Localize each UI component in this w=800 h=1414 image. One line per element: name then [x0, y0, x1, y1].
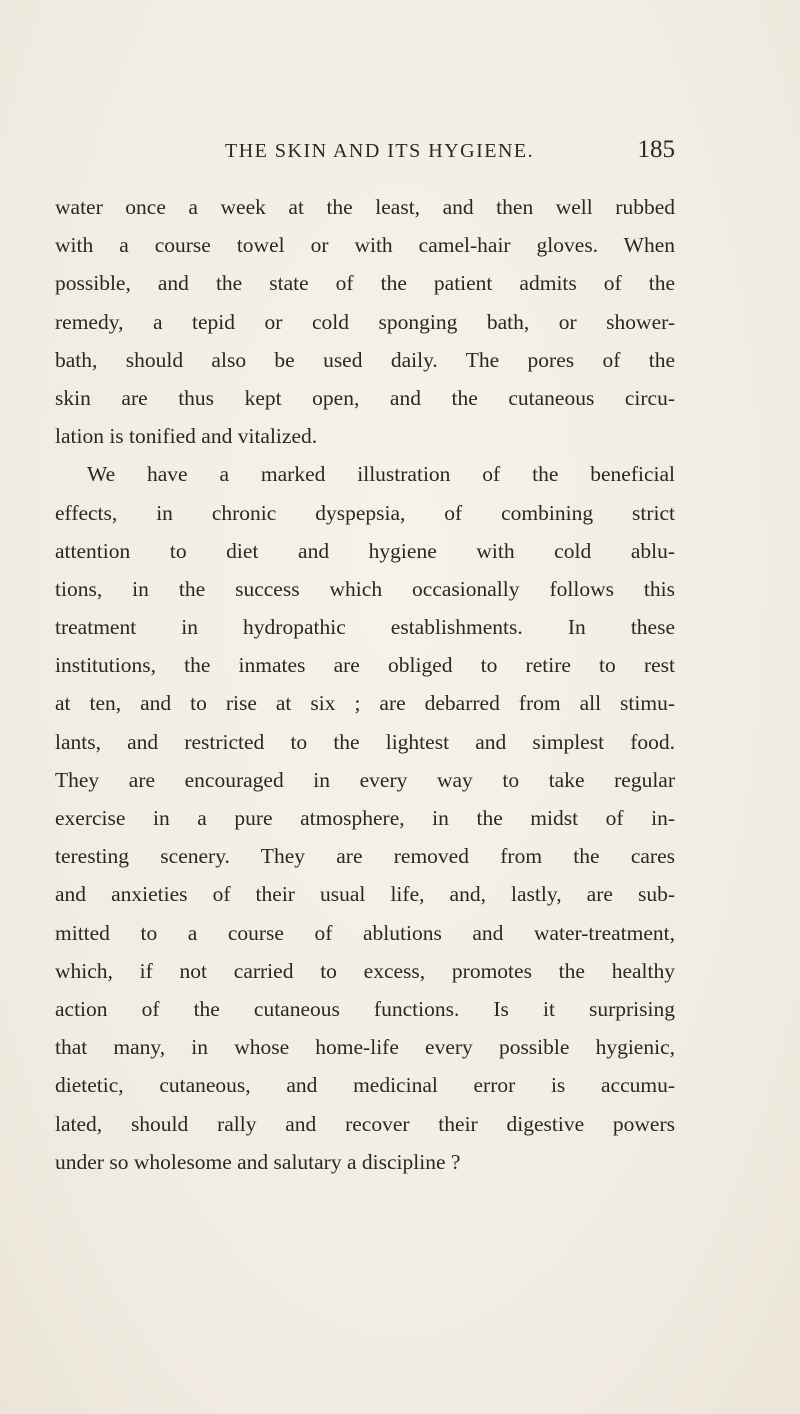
text-line: skin are thus kept open, and the cutaneous circu- [55, 385, 675, 410]
paragraph-2 [55, 455, 675, 1181]
text-line: dietetic, cutaneous, and medicinal error is accumu- [55, 1073, 675, 1098]
text-line: at ten, and to rise at six ; are debarred from all stimu- [55, 691, 675, 716]
text-line: under so wholesome and salutary a discipline ? [55, 1149, 461, 1174]
text-line: institutions, the inmates are obliged to retire to rest [55, 653, 675, 678]
text-line: action of the cutaneous functions. Is it surprising [55, 996, 675, 1021]
text-line: remedy, a tepid or cold sponging bath, or shower- [55, 309, 675, 334]
body-text [55, 188, 675, 1181]
text-line: lated, should rally and recover their digestive powers [55, 1111, 675, 1136]
running-title: THE SKIN AND ITS HYGIENE. [225, 140, 535, 162]
text-line: treatment in hydropathic establishments. In these [55, 615, 675, 640]
running-header [225, 136, 675, 174]
text-line: They are encouraged in every way to take regular [55, 767, 675, 792]
text-line: exercise in a pure atmosphere, in the midst of in- [55, 806, 675, 830]
text-line: tions, in the success which occasionally follows this [55, 576, 675, 601]
text-line: with a course towel or with camel-hair gloves. When [55, 233, 675, 258]
text-line: possible, and the state of the patient admits of the [55, 271, 675, 296]
text-line: attention to diet and hygiene with cold ablu- [55, 538, 675, 563]
text-line: lants, and restricted to the lightest and simplest food. [55, 729, 675, 754]
page-number: 185 [637, 136, 675, 163]
text-line: water once a week at the least, and then well rubbed [55, 195, 675, 219]
text-line: and anxieties of their usual life, and, lastly, are sub- [55, 882, 675, 907]
text-line: bath, should also be used daily. The pores of the [55, 347, 675, 372]
text-line: lation is tonified and vitalized. [55, 424, 318, 449]
text-line: effects, in chronic dyspepsia, of combining strict [55, 500, 675, 525]
text-line: which, if not carried to excess, promotes the healthy [55, 958, 675, 983]
text-line: that many, in whose home-life every possible hygienic, [55, 1035, 675, 1060]
text-line: mitted to a course of ablutions and water-treatment, [55, 920, 675, 945]
text-line: teresting scenery. They are removed from the cares [55, 844, 675, 869]
text-line: We have a marked illustration of the beneficial [87, 462, 675, 487]
paragraph-1 [55, 188, 675, 455]
